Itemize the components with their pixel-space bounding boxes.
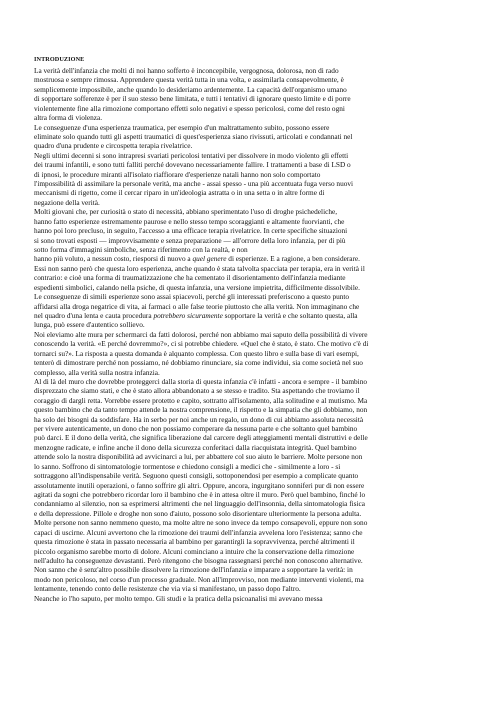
- text-line: lentamente, tenendo conto delle resistenze che via via si manifestano, un passo dopo l'altro.: [34, 584, 301, 594]
- text-line: hanno più voluto, a nessun costo, riesporsi di nuovo a quel genere di esperienze. E a ragione, a ben considerare.: [34, 254, 360, 264]
- section-heading: INTRODUZIONE: [34, 56, 85, 63]
- text-line: per vivere autenticamente, un dono che non possiamo comperare da nessuna parte e che soltanto quel bambino: [34, 424, 358, 434]
- text-line: tenterò di dimostrare perché non possiamo, né dobbiamo rinunciare, sia come individui, sia come società nel suo: [34, 358, 363, 368]
- text-line: Neanche io l'ho saputo, per molto tempo. Gli studi e la pratica della psicoanalisi mi avevano messa: [34, 593, 323, 603]
- text-line: meccanismi di rigetto, come il cercar riparo in un'ideologia astratta o in una setta o in altre forme di: [34, 188, 325, 198]
- text-line: hanno poi loro precluso, in seguito, l'accesso a una efficace terapia rivelatrice. In certe specifiche situazioni: [34, 226, 348, 236]
- text-line: condanniamo al silenzio, non sa esprimersi altrimenti che nel linguaggio dell'insonnia, della sintomatologia fisica: [34, 499, 366, 509]
- text-line: di sopportare sofferenze è per il suo stesso bene limitata, e tutti i tentativi di ignorare questo limite e di porre: [34, 94, 351, 104]
- text-line: agitati da sogni che potrebbero ricordar loro il bambino che è in attesa oltre il muro. Però quel bambino, finché lo: [34, 489, 366, 499]
- text-line: altra forma di violenza.: [34, 113, 103, 123]
- text-line: di ipnosi, le procedure miranti all'isolato riaffiorare d'esperienze natali hanno non solo comportato: [34, 169, 321, 179]
- text-line: Al di là del muro che dovrebbe proteggerci dalla storia di questa infanzia c'è infatti - ancora e sempre - il bambino: [34, 376, 367, 386]
- text-line: semplicemente impossibile, anche quando lo desideriamo ardentemente. La capacità dell'organismo umano: [34, 84, 347, 94]
- text-line: dei traumi infantili, e sono tutti falliti perché dovevano necessariamente fallire. I trattamenti a base di LSD o: [34, 160, 351, 170]
- text-line: tornarci su?». La risposta a questa domanda è alquanto complessa. Con questo libro e sulla base di vari esempi,: [34, 348, 359, 358]
- text-line: questo bambino che da tanto tempo attende la nostra comprensione, il rispetto e la simpatia che gli dobbiamo, non: [34, 405, 368, 415]
- text-line: coraggio di dargli retta. Vorrebbe essere protetto e capito, sottratto all'isolamento, alla solitudine e al mutismo. Ma: [34, 395, 368, 405]
- text-line: sottraggono all'indispensabile verità. Seguono questi consigli, sottoponendosi per esempio a complicate quanto: [34, 471, 359, 481]
- text-line: Molte persone non sanno nemmeno questo, ma molte altre ne sono invece da tempo consapevoli, eppure non sono: [34, 518, 368, 528]
- text-line: disprezzato che siamo stati, e che è stato allora abbandonato a se stesso e tradito. Sta aspettando che troviamo il: [34, 386, 360, 396]
- text-line: contrario: e cioè una forma di traumatizzazione che ha cementato il disorientamento dell'infanzia mediante: [34, 273, 346, 283]
- text-line: piccolo organismo sarebbe morto di dolore. Alcuni cominciano a intuire che la conservazione della rimozione: [34, 546, 355, 556]
- text-line: modo non pericoloso, nel corso d'un processo graduale. Non all'improvviso, non mediante interventi violenti, ma: [34, 574, 364, 584]
- text-line: ha solo dei bisogni da soddisfare. Ha in serbo per noi anche un regalo, un dono di cui abbiamo assoluta necessità: [34, 414, 364, 424]
- paragraph: [34, 330, 470, 377]
- paragraph: [34, 151, 470, 208]
- paragraph: [34, 66, 470, 123]
- text-line: Non sanno che è senz'altro possibile dissolvere la rimozione dell'infanzia e imparare a sopportare la verità: in: [34, 565, 353, 575]
- paragraph: [34, 377, 470, 603]
- text-line: si sono trovati esposti — improvvisamente e senza preparazione — all'orrore della loro infanzia, per di più: [34, 235, 346, 245]
- text-line: e della depressione. Pillole e droghe non sono d'aiuto, possono solo disorientare ulteriormente la persona adulta.: [34, 508, 362, 518]
- body-text: [34, 66, 470, 603]
- text-line: mostruosa e sempre rimossa. Apprendere questa verità tutta in una volta, e assimilarla consapevolmente, è: [34, 75, 344, 85]
- text-line: nel quadro d'una lenta e cauta procedura potrebbero sicuramente sopportare la verità e che soltanto questa, alla: [34, 310, 358, 320]
- text-line: attende solo la nostra disponibilità ad avvicinarci a lui, per abbattere col suo aiuto le barriere. Molte persone non: [34, 452, 363, 462]
- text-line: eliminate solo quando tutti gli aspetti traumatici di quest'esperienza siano rivissuti, articolati e condannati nel: [34, 131, 353, 141]
- paragraph: [34, 207, 470, 329]
- text-line: lo sanno. Soffrono di sintomatologie tormentose e chiedono consigli a medici che - similmente a loro - si: [34, 461, 341, 471]
- text-line: Le conseguenze di simili esperienze sono assai spiacevoli, perché gli interessati preferiscono a questo punto: [34, 292, 350, 302]
- text-line: capaci di uscirne. Alcuni avvertono che la rimozione dei traumi dell'infanzia avvelena loro l'esistenza; sanno che: [34, 527, 363, 537]
- text-line: violentemente fine alla rimozione comportano effetti solo negativi e spesso pericolosi, come del resto ogni: [34, 103, 345, 113]
- text-line: assolutamente inutili operazioni, o fanno soffrire gli altri. Oppure, ancora, ingurgitano sonniferi pur di non essere: [34, 480, 365, 490]
- text-line: Essi non sanno però che questa loro esperienza, anche quando è stata talvolta spacciata per terapia, era in verità il: [34, 263, 365, 273]
- text-line: Noi eleviamo alte mura per schermarci da fatti dolorosi, perché non abbiamo mai saputo della possibilità di vivere: [34, 329, 368, 339]
- text-line: Negli ultimi decenni si sono intrapresi svariati pericolosi tentativi per dissolvere in modo violento gli effetti: [34, 150, 349, 160]
- text-line: sotto forma d'immagini simboliche, senza riferimento con la realtà, e non: [34, 245, 248, 255]
- paragraph: [34, 123, 470, 151]
- text-line: Le conseguenze d'una esperienza traumatica, per esempio d'un maltrattamento subito, possono essere: [34, 122, 330, 132]
- text-line: complesso, alla verità sulla nostra infanzia.: [34, 367, 160, 377]
- text-line: hanno fatto esperienze estremamente paurose e nello stesso tempo scoraggianti e altamente fuorvianti, che: [34, 216, 345, 226]
- text-line: nell'adulto ha conseguenze devastanti. Però ritengono che bisogna rassegnarsi perché non conoscono alternative.: [34, 555, 363, 565]
- text-line: Molti giovani che, per curiosità o stato di necessità, abbiano sperimentato l'uso di droghe psichedeliche,: [34, 207, 338, 217]
- text-line: espedienti simbolici, calando nella psiche, di questa infanzia, una versione impietrita, difficilmente dissolvibile.: [34, 282, 360, 292]
- text-line: quadro d'una prudente e circospetta terapia rivelatrice.: [34, 141, 193, 151]
- text-line: può darci. E il dono della verità, che significa liberazione dal carcere degli atteggiamenti mentali distruttivi e delle: [34, 433, 368, 443]
- text-line: negazione della verità.: [34, 197, 100, 207]
- document-page: [34, 55, 470, 603]
- text-line: affidarsi alla droga negatrice di vita, ai farmaci o alle false teorie piuttosto che alla verità. Non immaginano che: [34, 301, 360, 311]
- text-line: questa rimozione è stata in passato necessaria al bambino per garantirgli la sopravvivenza, perché altrimenti il: [34, 537, 355, 547]
- text-line: lunga, può essere d'autentico sollievo.: [34, 320, 145, 330]
- text-line: l'impossibilità di assimilare la personale verità, ma anche - assai spesso - una più accentuata fuga verso nuovi: [34, 179, 354, 189]
- text-line: conoscendo la verità. «E perché dovremmo?», ci si potrebbe chiedere. «Quel che è stato, è stato. Che motivo c'è di: [34, 339, 369, 349]
- text-line: La verità dell'infanzia che molti di noi hanno sofferto è inconcepibile, vergognosa, dolorosa, non di rado: [34, 66, 339, 75]
- text-line: menzogne radicate, e infine anche il dono della sicurezza conferitaci dalla riacquistata integrità. Quel bambino: [34, 442, 357, 452]
